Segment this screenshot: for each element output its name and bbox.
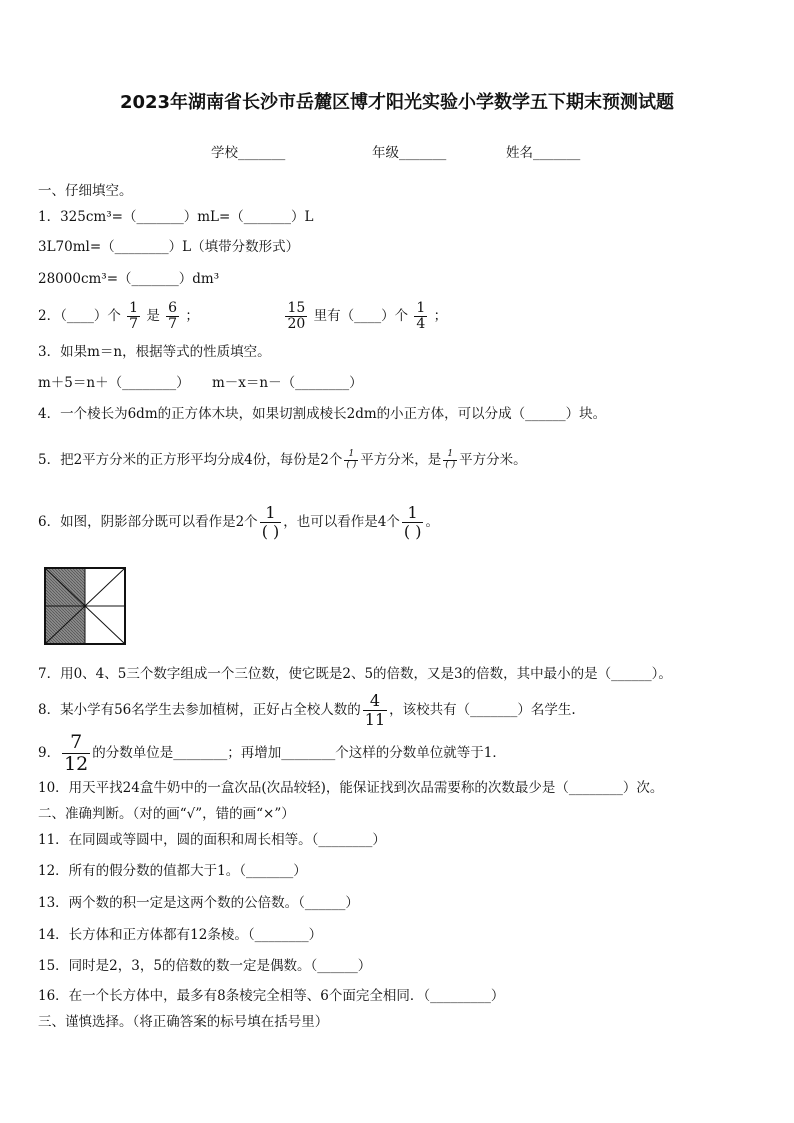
question-4: 4．一个棱长为6dm的正方体木块，如果切割成棱长2dm的小正方体，可以分成（______）块。	[38, 406, 607, 422]
fraction-denominator: ( )	[445, 460, 456, 470]
question-14: 14．长方体和正方体都有12条棱。（________）	[38, 927, 323, 943]
q9-body: 的分数单位是________；再增加________个这样的分数单位就等于1．	[92, 745, 506, 761]
fraction-numerator: 1	[344, 450, 358, 461]
question-5	[38, 445, 527, 475]
question-12: 12．所有的假分数的值都大于1。（_______）	[38, 863, 307, 879]
q2-prefix: 2．（____）个	[38, 308, 121, 324]
fraction-numerator: 1	[260, 504, 282, 523]
section-multiple-choice: 三、谨慎选择。（将正确答案的标号填在括号里）	[38, 1014, 329, 1030]
question-6	[38, 497, 439, 547]
q8-part-2: ，该校共有（_______）名学生.	[389, 702, 576, 718]
fraction-4-11	[363, 692, 387, 728]
q2-semicolon-2: ；	[433, 308, 448, 324]
fraction-denominator: 4	[416, 316, 426, 332]
school-field[interactable]	[211, 141, 285, 161]
q5-part-1: 5．把2平方分米的正方形平均分成4份，每份是2个	[38, 452, 343, 468]
fraction-denominator: 11	[364, 710, 386, 729]
fraction-denominator: ( )	[346, 460, 357, 470]
question-15: 15．同时是2，3，5的倍数的数一定是偶数。（______）	[38, 958, 372, 974]
name-blank: _______	[533, 145, 581, 161]
q6-part-1: 6．如图，阴影部分既可以看作是2个	[38, 514, 258, 530]
fraction-numerator: 4	[363, 692, 387, 711]
question-8	[38, 690, 576, 730]
question-3-line-1: m＋5＝n＋（________）	[38, 375, 190, 391]
fraction-numerator: 15	[287, 299, 306, 316]
q6-part-3: 。	[425, 514, 439, 530]
grade-label: 年级	[372, 145, 399, 161]
question-2	[38, 296, 447, 336]
fraction-7-12	[62, 732, 90, 775]
question-9	[38, 731, 506, 775]
fraction-blank-2	[443, 450, 457, 471]
fraction-blank-4	[402, 504, 424, 540]
fraction-denominator: ( )	[403, 522, 422, 541]
section-fill-blank: 一、仔细填空。	[38, 183, 133, 199]
fraction-numerator: 1	[402, 504, 424, 523]
fraction-1-4	[414, 301, 427, 333]
question-1a: 1．325cm³=（_______）mL=（_______）L	[38, 209, 314, 225]
q2-semicolon-1: ；	[185, 308, 199, 324]
question-7: 7．用0、4、5三个数字组成一个三位数，使它既是2、5的倍数，又是3的倍数，其中最小的是（______）。	[38, 666, 672, 682]
q5-part-3: 平方分米。	[459, 452, 527, 468]
question-1c: 28000cm³=（_______）dm³	[38, 271, 220, 287]
fraction-numerator: 1	[443, 450, 457, 461]
grade-field[interactable]	[372, 141, 446, 161]
name-field[interactable]	[506, 141, 580, 161]
question-16: 16．在一个长方体中，最多有8条棱完全相等、6个面完全相同．（_________）	[38, 988, 505, 1004]
question-1b: 3L70ml=（________）L（填带分数形式）	[38, 239, 300, 255]
fraction-numerator: 6	[168, 299, 178, 316]
fraction-blank-3	[260, 504, 282, 540]
fraction-denominator: 20	[287, 316, 306, 332]
fraction-numerator: 1	[416, 299, 426, 316]
q2-has: 里有（____）个	[313, 308, 409, 324]
school-blank: _______	[238, 145, 286, 161]
shaded-square-figure	[43, 566, 127, 646]
fraction-denominator: 7	[129, 316, 139, 332]
question-3: 3．如果m＝n，根据等式的性质填空。	[38, 344, 271, 360]
fraction-1-7	[127, 301, 140, 333]
grade-blank: _______	[399, 145, 447, 161]
q6-part-2: ，也可以看作是4个	[283, 514, 400, 530]
question-3-line-2: m－x＝n－（________）	[212, 375, 363, 391]
fraction-6-7	[166, 301, 179, 333]
q8-part-1: 8．某小学有56名学生去参加植树，正好占全校人数的	[38, 702, 361, 718]
fraction-numerator: 1	[129, 299, 139, 316]
fraction-denominator: ( )	[261, 522, 280, 541]
fraction-15-20	[285, 301, 307, 333]
document-title: 2023年湖南省长沙市岳麓区博才阳光实验小学数学五下期末预测试题	[119, 92, 675, 113]
q2-is: 是	[146, 308, 160, 324]
q5-part-2: 平方分米，是	[360, 452, 442, 468]
question-10: 10．用天平找24盒牛奶中的一盒次品(次品较轻)，能保证找到次品需要称的次数最少是（________）次。	[38, 780, 664, 796]
fraction-numerator: 7	[62, 732, 90, 754]
q9-prefix: 9．	[38, 745, 61, 761]
section-true-false: 二、准确判断。（对的画“√”，错的画“×”）	[38, 806, 295, 822]
fraction-denominator: 12	[64, 753, 89, 775]
question-11: 11．在同圆或等圆中，圆的面积和周长相等。（________）	[38, 832, 386, 848]
fraction-blank-1	[344, 450, 358, 471]
name-label: 姓名	[506, 145, 533, 161]
question-13: 13．两个数的积一定是这两个数的公倍数。（______）	[38, 895, 359, 911]
fraction-denominator: 7	[168, 316, 178, 332]
school-label: 学校	[211, 145, 238, 161]
